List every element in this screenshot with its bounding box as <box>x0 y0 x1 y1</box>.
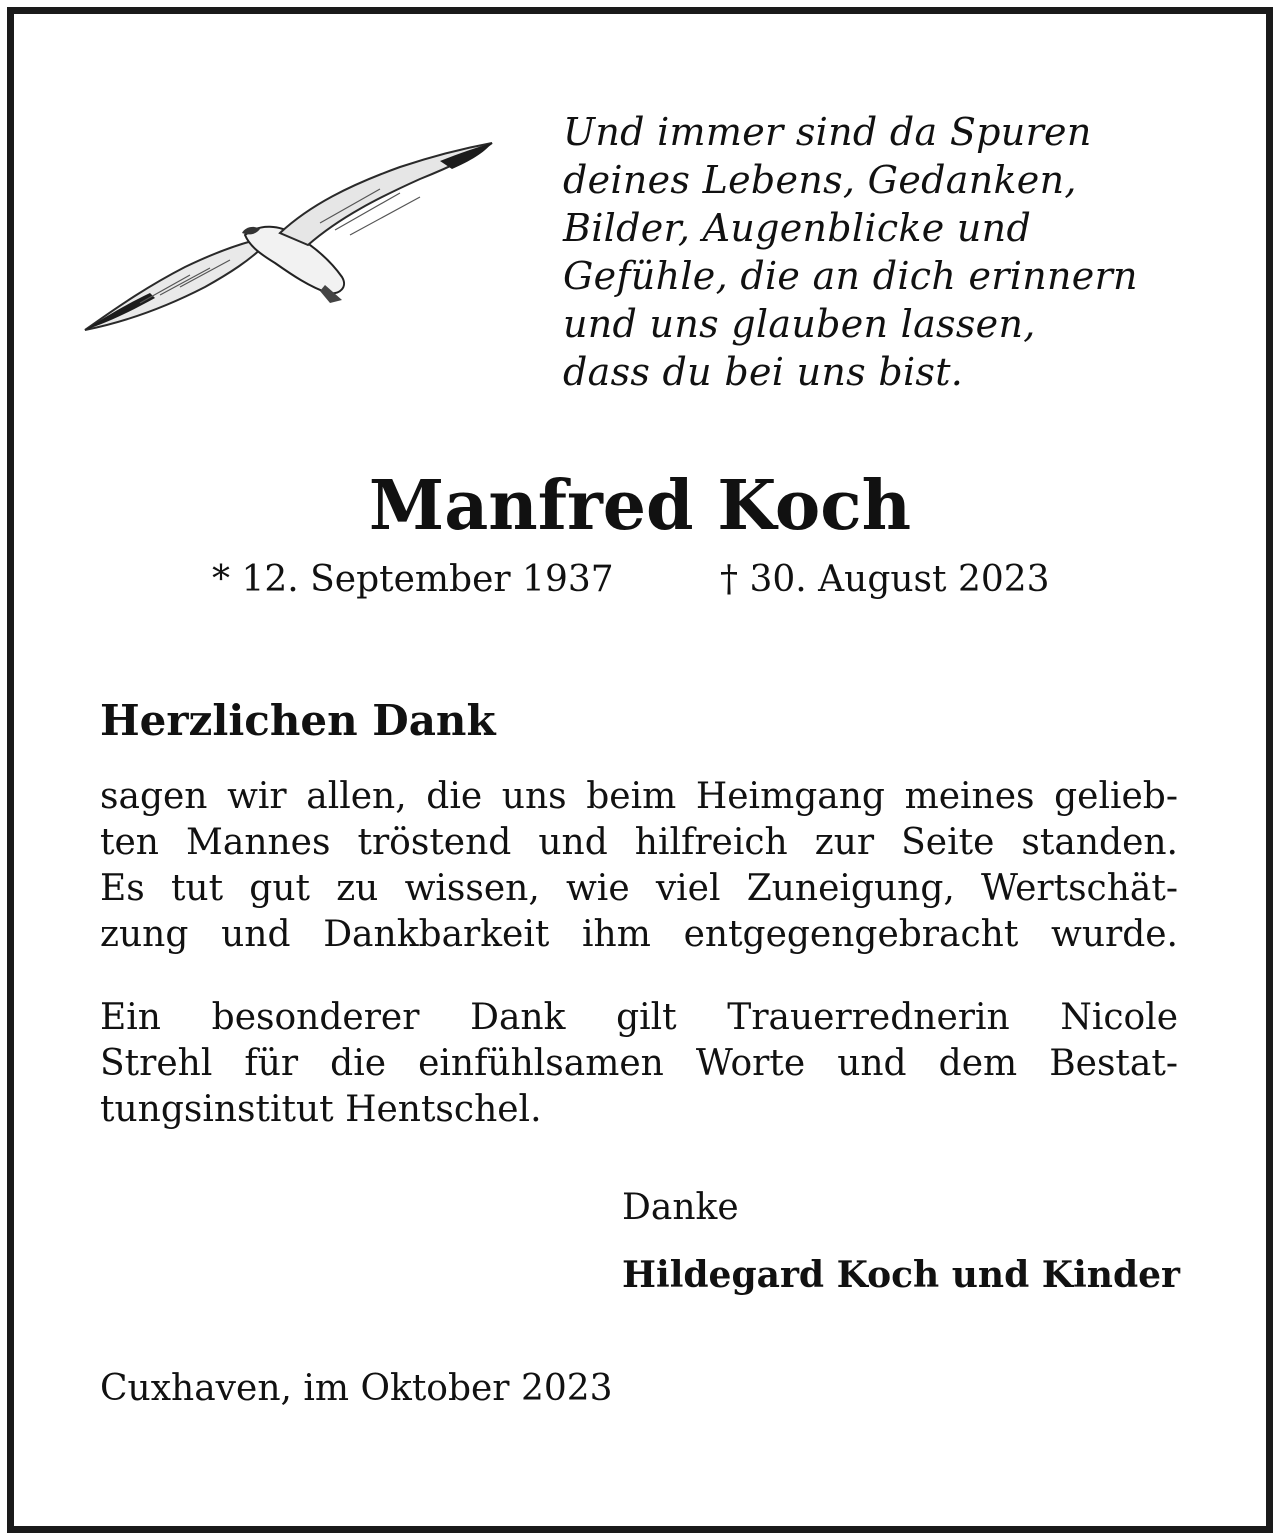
birth-date: * 12. September 1937 <box>212 559 614 600</box>
place-date: Cuxhaven, im Oktober 2023 <box>100 1368 613 1409</box>
paragraph-line: ten Mannes tröstend und hilfreich zur Seite standen. <box>100 822 1178 863</box>
poem <box>563 108 1223 396</box>
paragraph-line: tungsinstitut Hentschel. <box>100 1089 542 1130</box>
closing-text: Danke <box>622 1187 739 1228</box>
paragraph-line: Strehl für die einfühlsamen Worte und dem Bestat- <box>100 1043 1178 1084</box>
poem-line: dass du bei uns bist. <box>563 350 964 394</box>
paragraph-line: zung und Dankbarkeit ihm entgegengebracht wurde. <box>100 914 1178 955</box>
special-thanks-paragraph <box>100 995 1178 1133</box>
paragraph-line: Es tut gut zu wissen, wie viel Zuneigung, Wertschät- <box>100 868 1178 909</box>
poem-line: Bilder, Augenblicke und <box>563 206 1032 250</box>
paragraph-line: sagen wir allen, die uns beim Heimgang meines gelieb- <box>100 776 1178 817</box>
signature: Hildegard Koch und Kinder <box>622 1254 1180 1296</box>
thanks-heading: Herzlichen Dank <box>100 696 496 745</box>
poem-line: Und immer sind da Spuren <box>563 110 1092 154</box>
seagull-icon <box>80 135 500 345</box>
poem-line: Gefühle, die an dich erinnern <box>563 254 1138 298</box>
poem-line: und uns glauben lassen, <box>563 302 1036 346</box>
death-date: † 30. August 2023 <box>720 559 1050 600</box>
thanks-paragraph <box>100 774 1178 958</box>
paragraph-line: Ein besonderer Dank gilt Trauerrednerin Nicole <box>100 997 1178 1038</box>
poem-line: deines Lebens, Gedanken, <box>563 158 1077 202</box>
deceased-name: Manfred Koch <box>368 466 912 546</box>
